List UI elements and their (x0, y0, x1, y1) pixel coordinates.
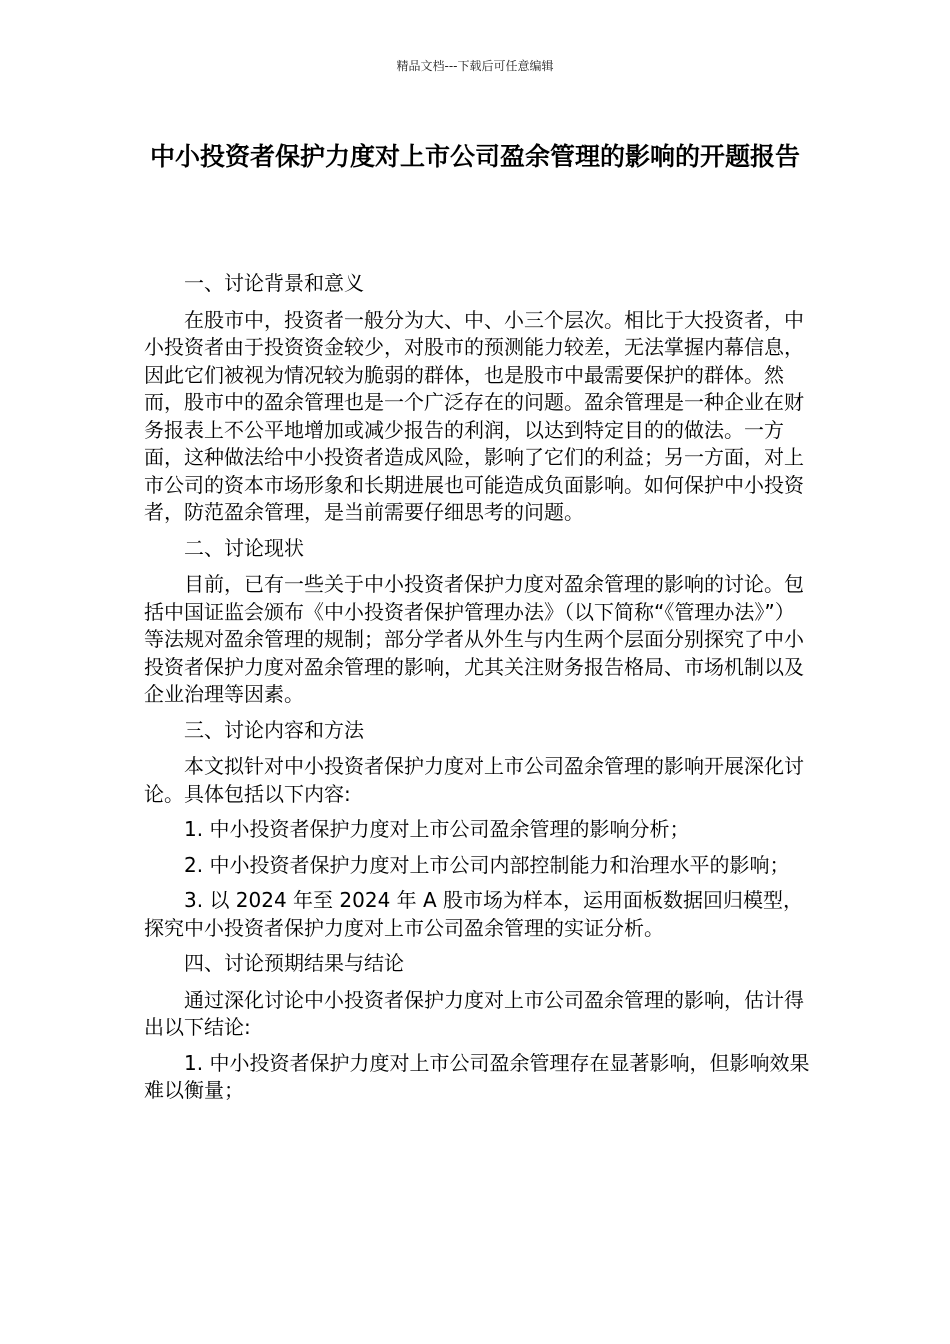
paragraph-content-intro: 本文拟针对中小投资者保护力度对上市公司盈余管理的影响开展深化讨论。具体包括以下内容: (144, 754, 804, 806)
list-item-content-2: 2. 中小投资者保护力度对上市公司内部控制能力和治理水平的影响； (184, 852, 790, 877)
document-body (144, 270, 810, 1113)
section-heading-background: 一、讨论背景和意义 (184, 271, 364, 295)
list-item-content-3: 3. 以 2024 年至 2024 年 A 股市场为样本，运用面板数据回归模型，探究中小投资者保护力度对上市公司盈余管理的实证分析。 (144, 888, 804, 940)
section-heading-content-methods: 三、讨论内容和方法 (184, 717, 364, 742)
paragraph-status: 目前，已有一些关于中小投资者保护力度对盈余管理的影响的讨论。包括中国证监会颁布《中小投资者保护管理办法》（以下简称“《管理办法》”）等法规对盈余管理的规制；部分学者从外生与内生两个层面分别探究了中小投资者保护力度对盈余管理的影响，尤其关注财务报告格局、市场机制以及企业治理等因素。 (144, 572, 804, 706)
paragraph-results-intro: 通过深化讨论中小投资者保护力度对上市公司盈余管理的影响，估计得出以下结论: (144, 987, 804, 1039)
document-title: 中小投资者保护力度对上市公司盈余管理的影响的开题报告 (149, 142, 800, 171)
section-heading-expected-results: 四、讨论预期结果与结论 (184, 951, 404, 975)
page-header-note: 精品文档---下载后可任意编辑 (396, 59, 554, 73)
list-item-content-1: 1. 中小投资者保护力度对上市公司盈余管理的影响分析； (184, 817, 690, 841)
section-heading-status: 二、讨论现状 (184, 535, 304, 560)
list-item-result-1: 1. 中小投资者保护力度对上市公司盈余管理存在显著影响，但影响效果难以衡量； (144, 1050, 810, 1102)
paragraph-background: 在股市中，投资者一般分为大、中、小三个层次。相比于大投资者，中小投资者由于投资资金较少，对股市的预测能力较差，无法掌握内幕信息，因此它们被视为情况较为脆弱的群体，也是股市中最需要保护的群体。然而，股市中的盈余管理也是一个广泛存在的问题。盈余管理是一种企业在财务报表上不公平地增加或减少报告的利润，以达到特定目的的做法。一方面，这种做法给中小投资者造成风险，影响了它们的利益；另一方面，对上市公司的资本市场形象和长期进展也可能造成负面影响。如何保护中小投资者，防范盈余管理，是当前需要仔细思考的问题。 (144, 307, 804, 524)
